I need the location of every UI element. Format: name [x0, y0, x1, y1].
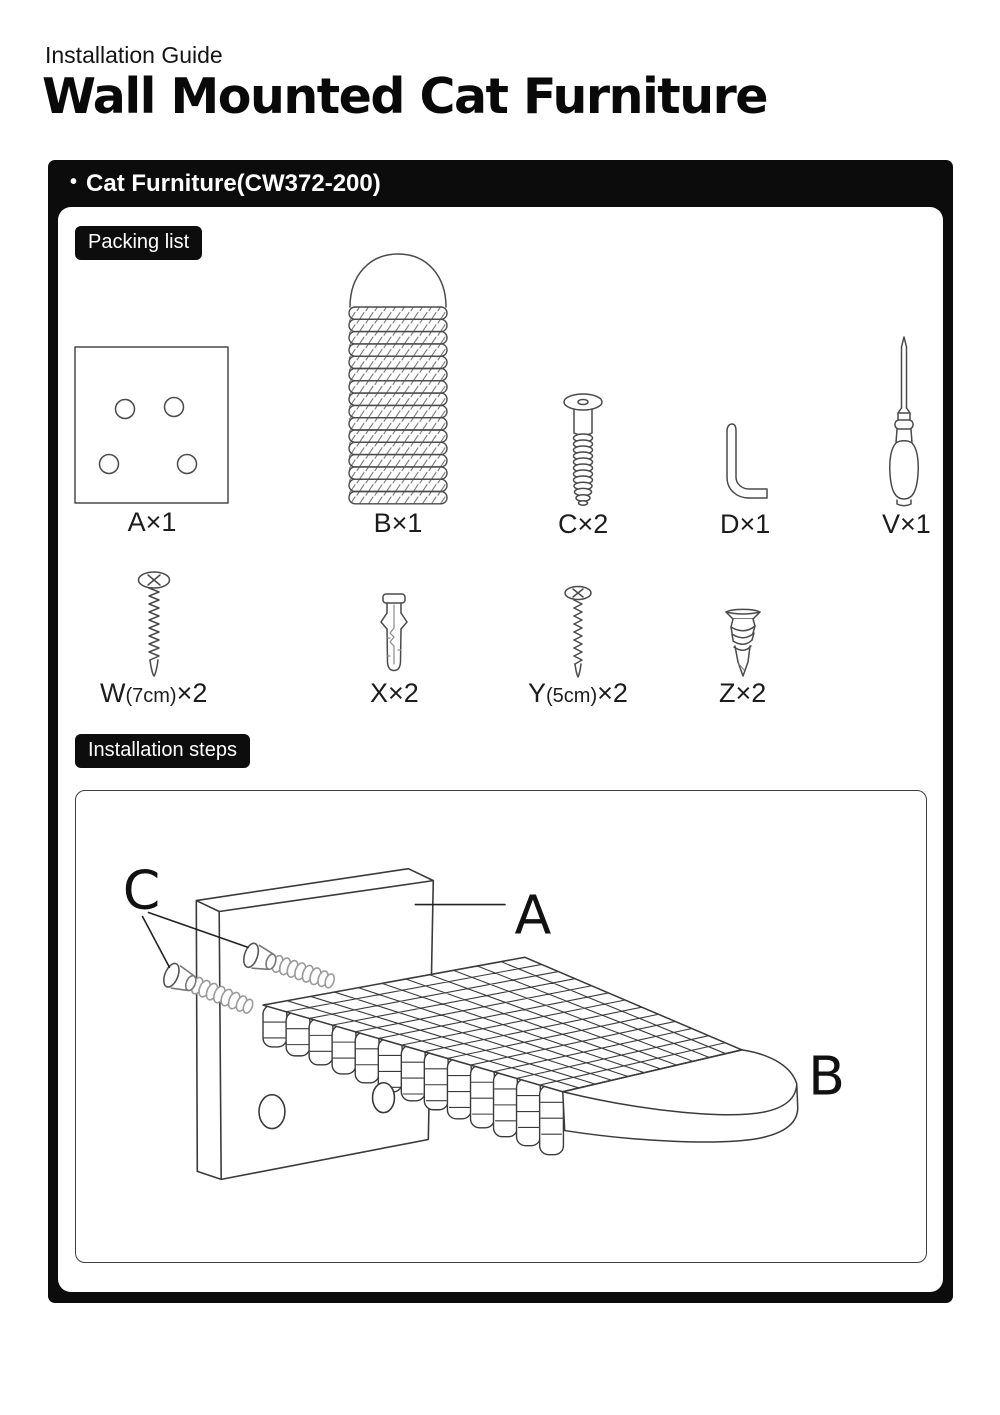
diagram-label-b: B — [808, 1044, 846, 1108]
medium-screw-illustration — [562, 585, 594, 678]
packing-list-badge: Packing list — [75, 226, 202, 260]
part-item-v — [882, 336, 931, 538]
part-item-w — [100, 570, 207, 707]
part-item-z — [719, 606, 766, 707]
part-label-x: X×2 — [370, 678, 419, 708]
part-item-x — [370, 592, 419, 707]
part-item-a — [73, 345, 231, 536]
leader-line-c-lower — [143, 916, 170, 967]
part-item-y — [528, 585, 628, 707]
wall-anchor-illustration — [377, 592, 411, 678]
bullet-icon: • — [70, 171, 78, 193]
diagram-label-a: A — [514, 883, 552, 947]
drywall-anchor-illustration — [723, 606, 763, 678]
part-label-d: D×1 — [720, 509, 771, 539]
part-label-z: Z×2 — [719, 678, 767, 708]
part-label-b: B×1 — [373, 508, 423, 538]
allen-key-illustration — [720, 420, 770, 509]
part-label-v: V×1 — [882, 509, 931, 539]
doc-title: Wall Mounted Cat Furniture — [42, 68, 767, 125]
long-screw-illustration — [136, 570, 172, 678]
screwdriver-illustration — [886, 336, 926, 509]
panel-header — [70, 160, 381, 207]
part-label-y: Y(5cm)×2 — [528, 678, 628, 708]
plate-hole-upper — [373, 1083, 395, 1113]
part-label-a: A×1 — [127, 507, 177, 537]
part-item-d — [720, 420, 770, 538]
rope-post-illustration — [347, 250, 449, 508]
part-label-c: C×2 — [558, 509, 609, 539]
part-item-b — [347, 250, 449, 537]
part-label-w: W(7cm)×2 — [100, 678, 208, 708]
panel-title: Cat Furniture(CW372-200) — [86, 169, 381, 197]
connector-screw-illustration — [561, 391, 605, 509]
assembly-diagram-svg — [76, 791, 926, 1262]
diagram-label-c: C — [122, 858, 161, 922]
plate-hole-lower — [259, 1095, 285, 1129]
installation-steps-badge: Installation steps — [75, 734, 250, 768]
part-item-c — [558, 391, 608, 538]
doc-kicker: Installation Guide — [45, 42, 223, 68]
mounting-plate-illustration — [73, 345, 231, 507]
installation-diagram — [75, 790, 927, 1263]
